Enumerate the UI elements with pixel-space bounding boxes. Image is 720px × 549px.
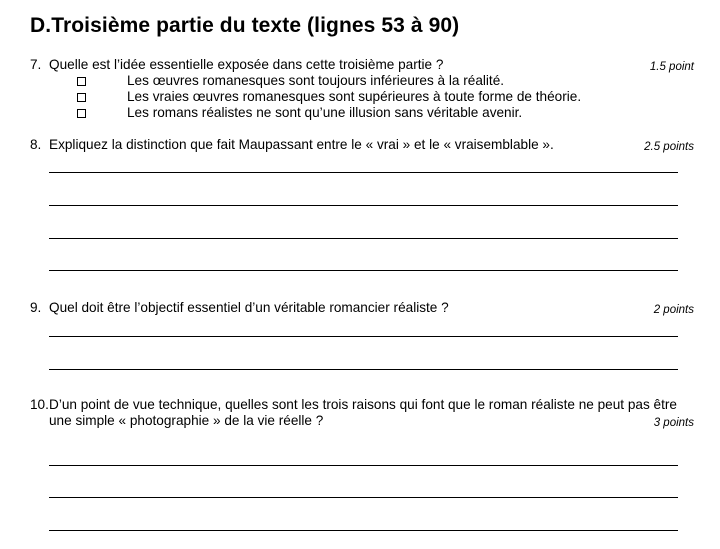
answer-line[interactable] [49,465,678,466]
answer-line[interactable] [49,530,678,531]
answer-line[interactable] [49,497,678,498]
question-number: 8. [30,137,42,152]
answer-line[interactable] [49,369,678,370]
question-text: Quelle est l’idée essentielle exposée dans cette troisième partie ? [49,57,444,72]
option-label: Les œuvres romanesques sont toujours inférieures à la réalité. [127,73,505,88]
question-number: 9. [30,300,42,315]
checkbox-icon[interactable] [77,109,86,118]
answer-line[interactable] [49,336,678,337]
question-text: Quel doit être l’objectif essentiel d’un véritable romancier réaliste ? [49,300,449,315]
answer-line[interactable] [49,172,678,173]
question-points: 2.5 points [644,141,694,153]
checkbox-icon[interactable] [77,77,86,86]
question-points: 3 points [653,417,694,429]
question-text: Expliquez la distinction que fait Maupassant entre le « vrai » et le « vraisemblable ». [49,137,554,152]
checkbox-icon[interactable] [77,93,86,102]
question-text: D’un point de vue technique, quelles sont les trois raisons qui font que le roman réaliste ne peut pas être une simple « photographie » de la vie réelle ? [49,397,677,428]
answer-line[interactable] [49,238,678,239]
option-label: Les romans réalistes ne sont qu’une illusion sans véritable avenir. [127,105,523,120]
option-item[interactable] [77,73,677,89]
option-label: Les vraies œuvres romanesques sont supérieures à toute forme de théorie. [127,89,582,104]
section-title: D.Troisième partie du texte (lignes 53 à 90) [30,14,460,37]
answer-line[interactable] [49,205,678,206]
question-number: 10. [30,397,49,412]
option-item[interactable] [77,89,677,105]
question-points: 2 points [653,304,694,316]
answer-line[interactable] [49,270,678,271]
question-points: 1.5 point [649,61,694,73]
question-number: 7. [30,57,42,72]
option-item[interactable] [77,105,677,121]
